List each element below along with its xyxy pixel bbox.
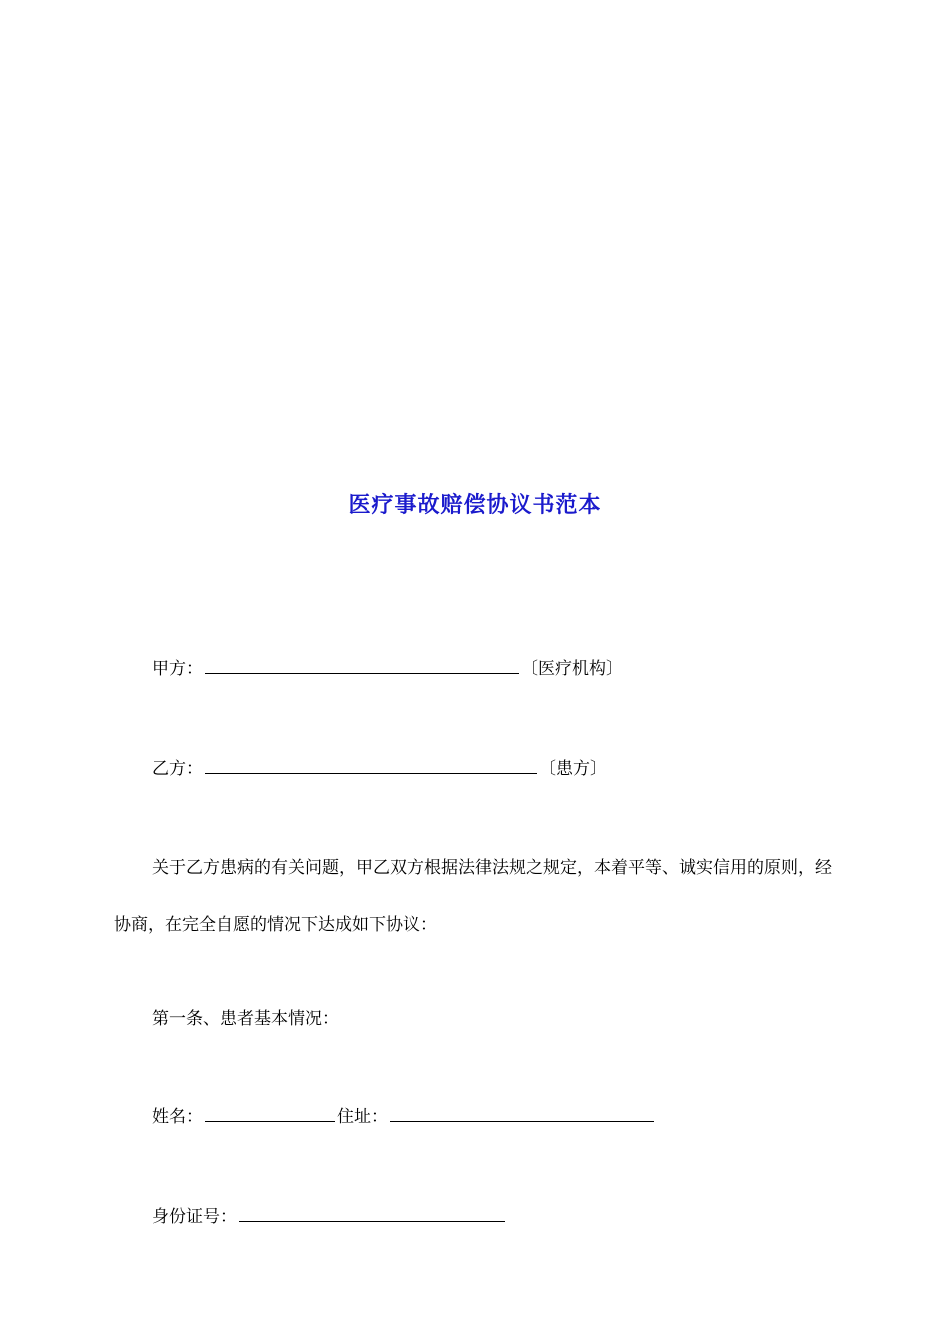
party-a-blank[interactable]	[205, 658, 519, 674]
preamble-paragraph: 关于乙方患病的有关问题，甲乙双方根据法律法规之规定，本着平等、诚实信用的原则，经协商，在完全自愿的情况下达成如下协议：	[114, 858, 832, 935]
id-blank[interactable]	[239, 1206, 505, 1222]
party-b-label: 乙方：	[152, 759, 203, 779]
name-label: 姓名：	[152, 1107, 203, 1127]
name-blank[interactable]	[205, 1106, 335, 1122]
address-blank[interactable]	[390, 1106, 654, 1122]
document-title: 医疗事故赔偿协议书范本	[348, 492, 602, 518]
party-a-note: 〔医疗机构〕	[521, 659, 623, 679]
party-b-note: 〔患方〕	[539, 759, 607, 779]
party-b-line	[152, 758, 607, 780]
patient-name-address-line	[152, 1106, 656, 1128]
id-label: 身份证号：	[152, 1207, 237, 1227]
article-1-heading: 第一条、患者基本情况：	[152, 1009, 339, 1029]
party-b-blank[interactable]	[205, 758, 537, 774]
party-a-label: 甲方：	[152, 659, 203, 679]
party-a-line	[152, 658, 623, 680]
address-label: 住址：	[337, 1107, 388, 1127]
patient-id-line	[152, 1206, 507, 1228]
